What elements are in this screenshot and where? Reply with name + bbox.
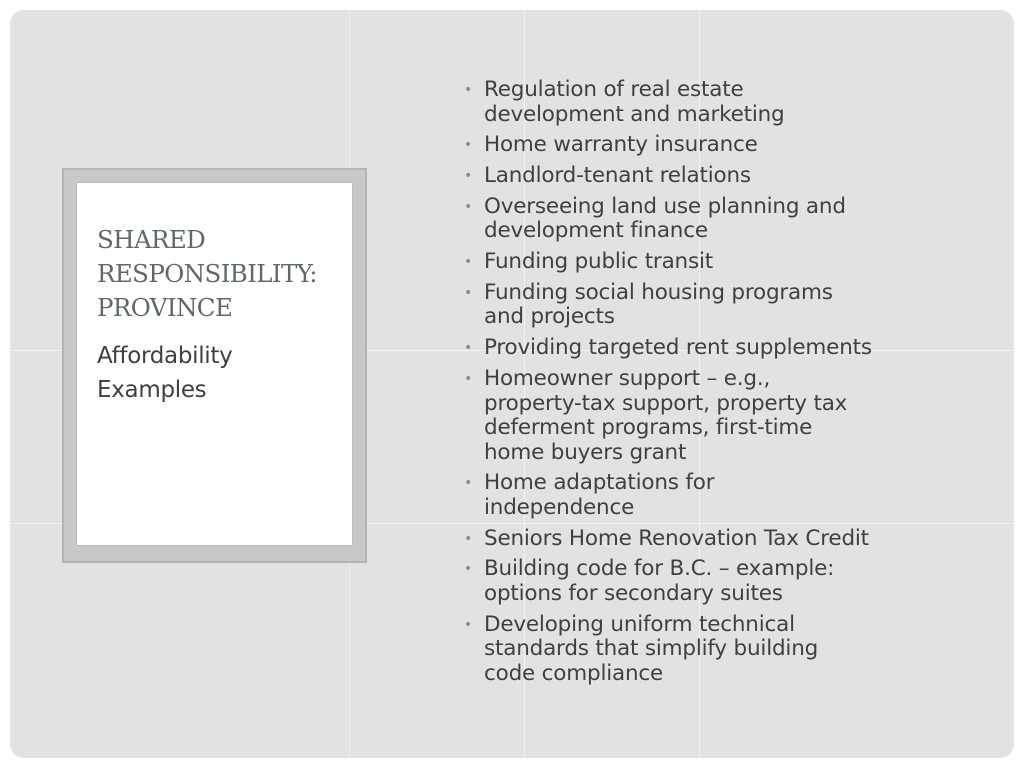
bullet-dot-icon: • — [464, 254, 473, 271]
bullet-text-line: development finance — [484, 218, 708, 244]
slide-title-line: SHARED — [97, 225, 206, 254]
bullet-item — [460, 557, 980, 606]
bullet-dot-icon: • — [464, 616, 473, 633]
bullet-text-line: deferment programs, first-time — [484, 415, 813, 441]
bullet-text-line: independence — [484, 494, 635, 520]
slide — [10, 10, 1014, 758]
bullet-text-line: Developing uniform technical — [484, 611, 795, 637]
bullet-dot-icon: • — [464, 475, 473, 492]
bullet-text-line: development and marketing — [484, 101, 785, 127]
bullet-dot-icon: • — [464, 168, 473, 185]
slide-subtitle — [97, 339, 327, 407]
bullet-item — [460, 471, 980, 520]
bullet-text-line: and projects — [484, 304, 615, 330]
bullet-dot-icon: • — [464, 198, 473, 215]
bullet-text-line: Funding social housing programs — [484, 279, 833, 305]
bullet-text-line: standards that simplify building — [484, 636, 819, 662]
bullet-text-line: Landlord-tenant relations — [484, 163, 751, 189]
bullet-item — [460, 250, 980, 275]
bullet-text-line: Seniors Home Renovation Tax Credit — [484, 525, 869, 551]
bullet-item — [460, 336, 980, 361]
bullet-text-line: options for secondary suites — [484, 580, 783, 606]
bullet-item — [460, 195, 980, 244]
bullet-text-line: Home warranty insurance — [484, 132, 758, 158]
bullet-text-line: home buyers grant — [484, 439, 687, 465]
slide-subtitle-line: Affordability — [97, 343, 233, 369]
bullet-text-line: Funding public transit — [484, 249, 713, 275]
bullet-text-line: Overseeing land use planning and — [484, 193, 846, 219]
bullet-dot-icon: • — [464, 284, 473, 301]
slide-title-line: RESPONSIBILITY: — [97, 259, 317, 288]
bullet-item — [460, 281, 980, 330]
slide-title-line: PROVINCE — [97, 293, 233, 322]
slide-subtitle-line: Examples — [97, 377, 207, 403]
bullet-dot-icon: • — [464, 137, 473, 154]
bullet-list — [460, 78, 980, 693]
bullet-item — [460, 367, 980, 465]
bullet-dot-icon: • — [464, 530, 473, 547]
title-frame — [62, 168, 367, 563]
bullet-dot-icon: • — [464, 371, 473, 388]
bullet-text-line: Regulation of real estate — [484, 77, 744, 102]
bullet-dot-icon: • — [464, 82, 473, 98]
bullet-text-line: Providing targeted rent supplements — [484, 335, 872, 361]
bullet-dot-icon: • — [464, 340, 473, 357]
bullet-item — [460, 78, 980, 127]
bullet-text-line: property-tax support, property tax — [484, 390, 848, 416]
bullet-text-line: code compliance — [484, 660, 664, 686]
bullet-text-line: Home adaptations for — [484, 470, 715, 496]
bullet-item — [460, 133, 980, 158]
bullet-text-line: Building code for B.C. – example: — [484, 556, 835, 582]
slide-title — [97, 223, 347, 325]
bullet-dot-icon: • — [464, 561, 473, 578]
bullet-item — [460, 527, 980, 552]
title-card — [76, 182, 353, 546]
bullet-text-line: Homeowner support – e.g., — [484, 366, 771, 392]
bullet-item — [460, 613, 980, 687]
bullet-item — [460, 164, 980, 189]
